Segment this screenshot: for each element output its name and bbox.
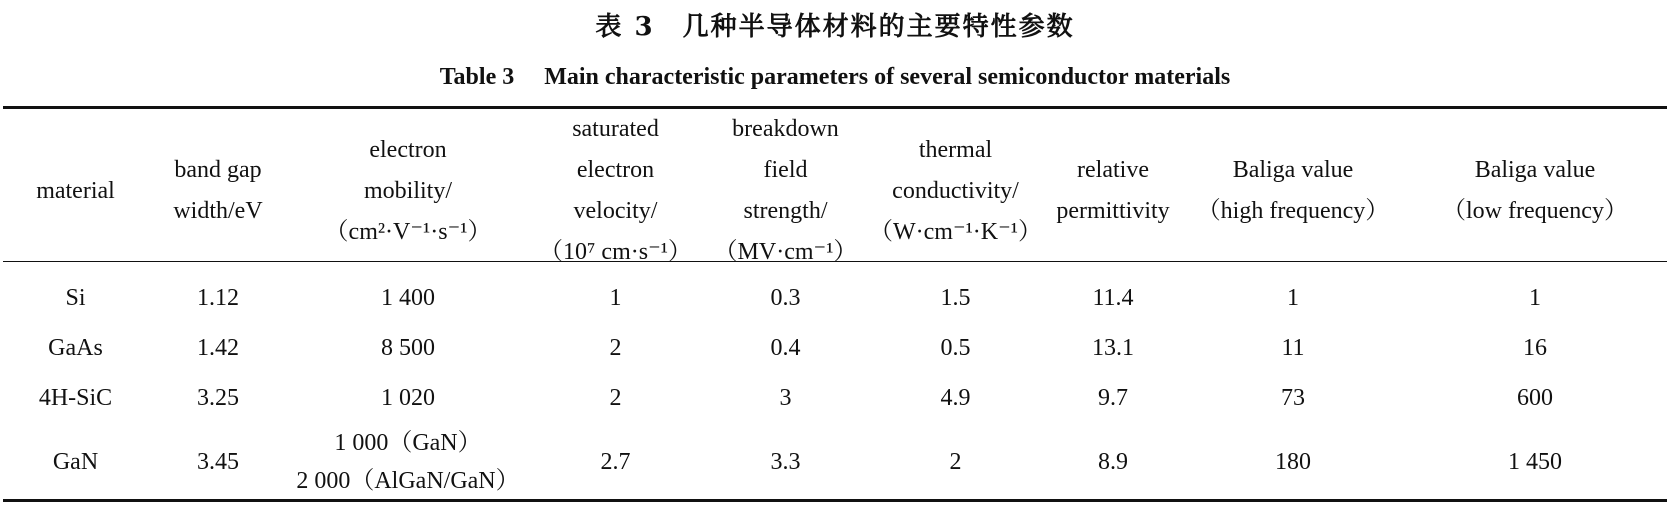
table-cell-line: 73 <box>1281 385 1305 411</box>
table-cell <box>3 423 148 501</box>
column-header-line: （cm²·V⁻¹·s⁻¹） <box>324 218 492 245</box>
column-header <box>703 109 868 273</box>
table-cell <box>703 323 868 373</box>
table-cell-line: Si <box>65 285 86 311</box>
table-cell-line: 16 <box>1523 335 1547 361</box>
table-cell-line: 11.4 <box>1092 285 1134 311</box>
column-header-line: permittivity <box>1056 198 1170 224</box>
table-body <box>3 273 1667 501</box>
column-header-line: electron <box>369 136 447 163</box>
table-cell <box>1403 373 1667 423</box>
table-cell-line: 0.4 <box>770 335 801 361</box>
table-cell-line: 2 000（AlGaN/GaN） <box>296 468 520 494</box>
table-cell-line: 4.9 <box>940 385 971 411</box>
column-header <box>528 109 703 273</box>
table-cell-line: 1.42 <box>197 335 239 361</box>
column-header <box>148 109 288 273</box>
column-header-line: velocity/ <box>573 198 658 224</box>
column-header <box>1043 109 1183 273</box>
table-cell-line: 1 400 <box>381 285 435 311</box>
table-cell-line: 2.7 <box>600 449 631 475</box>
table-cell-line: 4H-SiC <box>38 385 113 411</box>
column-header-line: （W·cm⁻¹·K⁻¹） <box>868 218 1042 245</box>
table-cell <box>1043 373 1183 423</box>
table-cell <box>1043 423 1183 501</box>
table-cell-line: 1 000（GaN） <box>334 430 482 456</box>
column-header-line: thermal <box>918 136 993 163</box>
table-cell <box>868 373 1043 423</box>
table-cell <box>1403 273 1667 323</box>
table-cell <box>1043 273 1183 323</box>
column-header-line: mobility/ <box>363 177 452 204</box>
table-cell-line: 8 500 <box>381 335 435 361</box>
column-header-line: material <box>36 177 115 204</box>
table-cell <box>528 373 703 423</box>
table-cell-line: 1 450 <box>1508 449 1562 475</box>
column-header-line: width/eV <box>173 198 263 224</box>
table-cell-line: 2 <box>949 449 962 475</box>
table-cell <box>703 373 868 423</box>
table-cell-line: 1 <box>609 285 622 311</box>
table-cell <box>1403 423 1667 501</box>
table-cell <box>148 273 288 323</box>
table-cell <box>288 273 528 323</box>
header-row <box>3 109 1667 273</box>
column-header-line: （high frequency） <box>1196 198 1390 224</box>
table-cell <box>3 323 148 373</box>
table-caption-english: Table 3 Main characteristic parameters of several semiconductor materials <box>439 64 1231 90</box>
table-cell <box>1183 373 1403 423</box>
column-header <box>1183 109 1403 273</box>
column-header-line: electron <box>576 157 655 183</box>
column-header-line: （10⁷ cm·s⁻¹） <box>539 239 692 265</box>
column-header <box>288 109 528 273</box>
column-header <box>868 109 1043 273</box>
table-cell <box>1183 273 1403 323</box>
table-cell-line: 3.3 <box>770 449 801 475</box>
column-header-line: field <box>763 157 808 183</box>
column-header-line: conductivity/ <box>892 177 1019 204</box>
column-header-line: breakdown <box>732 116 839 142</box>
table-cell-line: 600 <box>1517 385 1553 411</box>
table-cell <box>868 273 1043 323</box>
table-cell <box>868 423 1043 501</box>
semiconductor-properties-table <box>3 109 1667 501</box>
table-cell <box>1403 323 1667 373</box>
column-header-line: saturated <box>572 116 659 142</box>
table-cell <box>288 373 528 423</box>
table-cell-line: 2 <box>609 385 622 411</box>
table-cell-line: GaN <box>52 449 99 475</box>
table-cell <box>148 323 288 373</box>
table-cell <box>288 423 528 501</box>
table-cell <box>1183 423 1403 501</box>
column-header <box>1403 109 1667 273</box>
table-cell <box>288 323 528 373</box>
column-header <box>3 109 148 273</box>
table-row <box>3 373 1667 423</box>
table-cell-line: 3.25 <box>197 385 239 411</box>
table-row <box>3 273 1667 323</box>
table-cell <box>528 423 703 501</box>
column-header-line: （low frequency） <box>1442 198 1628 224</box>
table-cell-line: 3.45 <box>197 449 239 475</box>
table-cell-line: 8.9 <box>1098 449 1128 475</box>
table-cell <box>148 423 288 501</box>
table-cell-line: 1.5 <box>940 285 971 311</box>
table-cell <box>1183 323 1403 373</box>
table-cell-line: 1.12 <box>197 285 239 311</box>
table-cell-line: 3 <box>779 385 792 411</box>
table-caption-chinese: 表 3 几种半导体材料的主要特性参数 <box>595 12 1075 42</box>
table-cell-line: GaAs <box>48 335 103 361</box>
table-cell <box>1043 323 1183 373</box>
table-cell-line: 11 <box>1281 335 1305 361</box>
column-header-line: strength/ <box>743 198 828 224</box>
table-cell <box>148 373 288 423</box>
table-cell <box>868 323 1043 373</box>
table-cell-line: 2 <box>609 335 622 361</box>
table-cell <box>3 273 148 323</box>
table-cell <box>528 273 703 323</box>
column-header-line: （MV·cm⁻¹） <box>713 239 858 265</box>
table-cell-line: 1 <box>1287 285 1299 311</box>
table-cell-line: 0.3 <box>770 285 801 311</box>
column-header-line: relative <box>1077 157 1149 183</box>
table-cell-line: 13.1 <box>1092 335 1134 361</box>
table-row <box>3 423 1667 501</box>
table-cell <box>3 373 148 423</box>
column-header-line: Baliga value <box>1474 157 1596 183</box>
column-header-line: band gap <box>174 157 262 183</box>
table-cell <box>703 423 868 501</box>
table-cell-line: 0.5 <box>940 335 971 361</box>
table-cell <box>528 323 703 373</box>
table-cell <box>703 273 868 323</box>
column-header-line: Baliga value <box>1232 157 1354 183</box>
table-cell-line: 1 <box>1529 285 1541 311</box>
table-row <box>3 323 1667 373</box>
table-cell-line: 9.7 <box>1098 385 1128 411</box>
table-cell-line: 180 <box>1275 449 1311 475</box>
table-cell-line: 1 020 <box>381 385 435 411</box>
